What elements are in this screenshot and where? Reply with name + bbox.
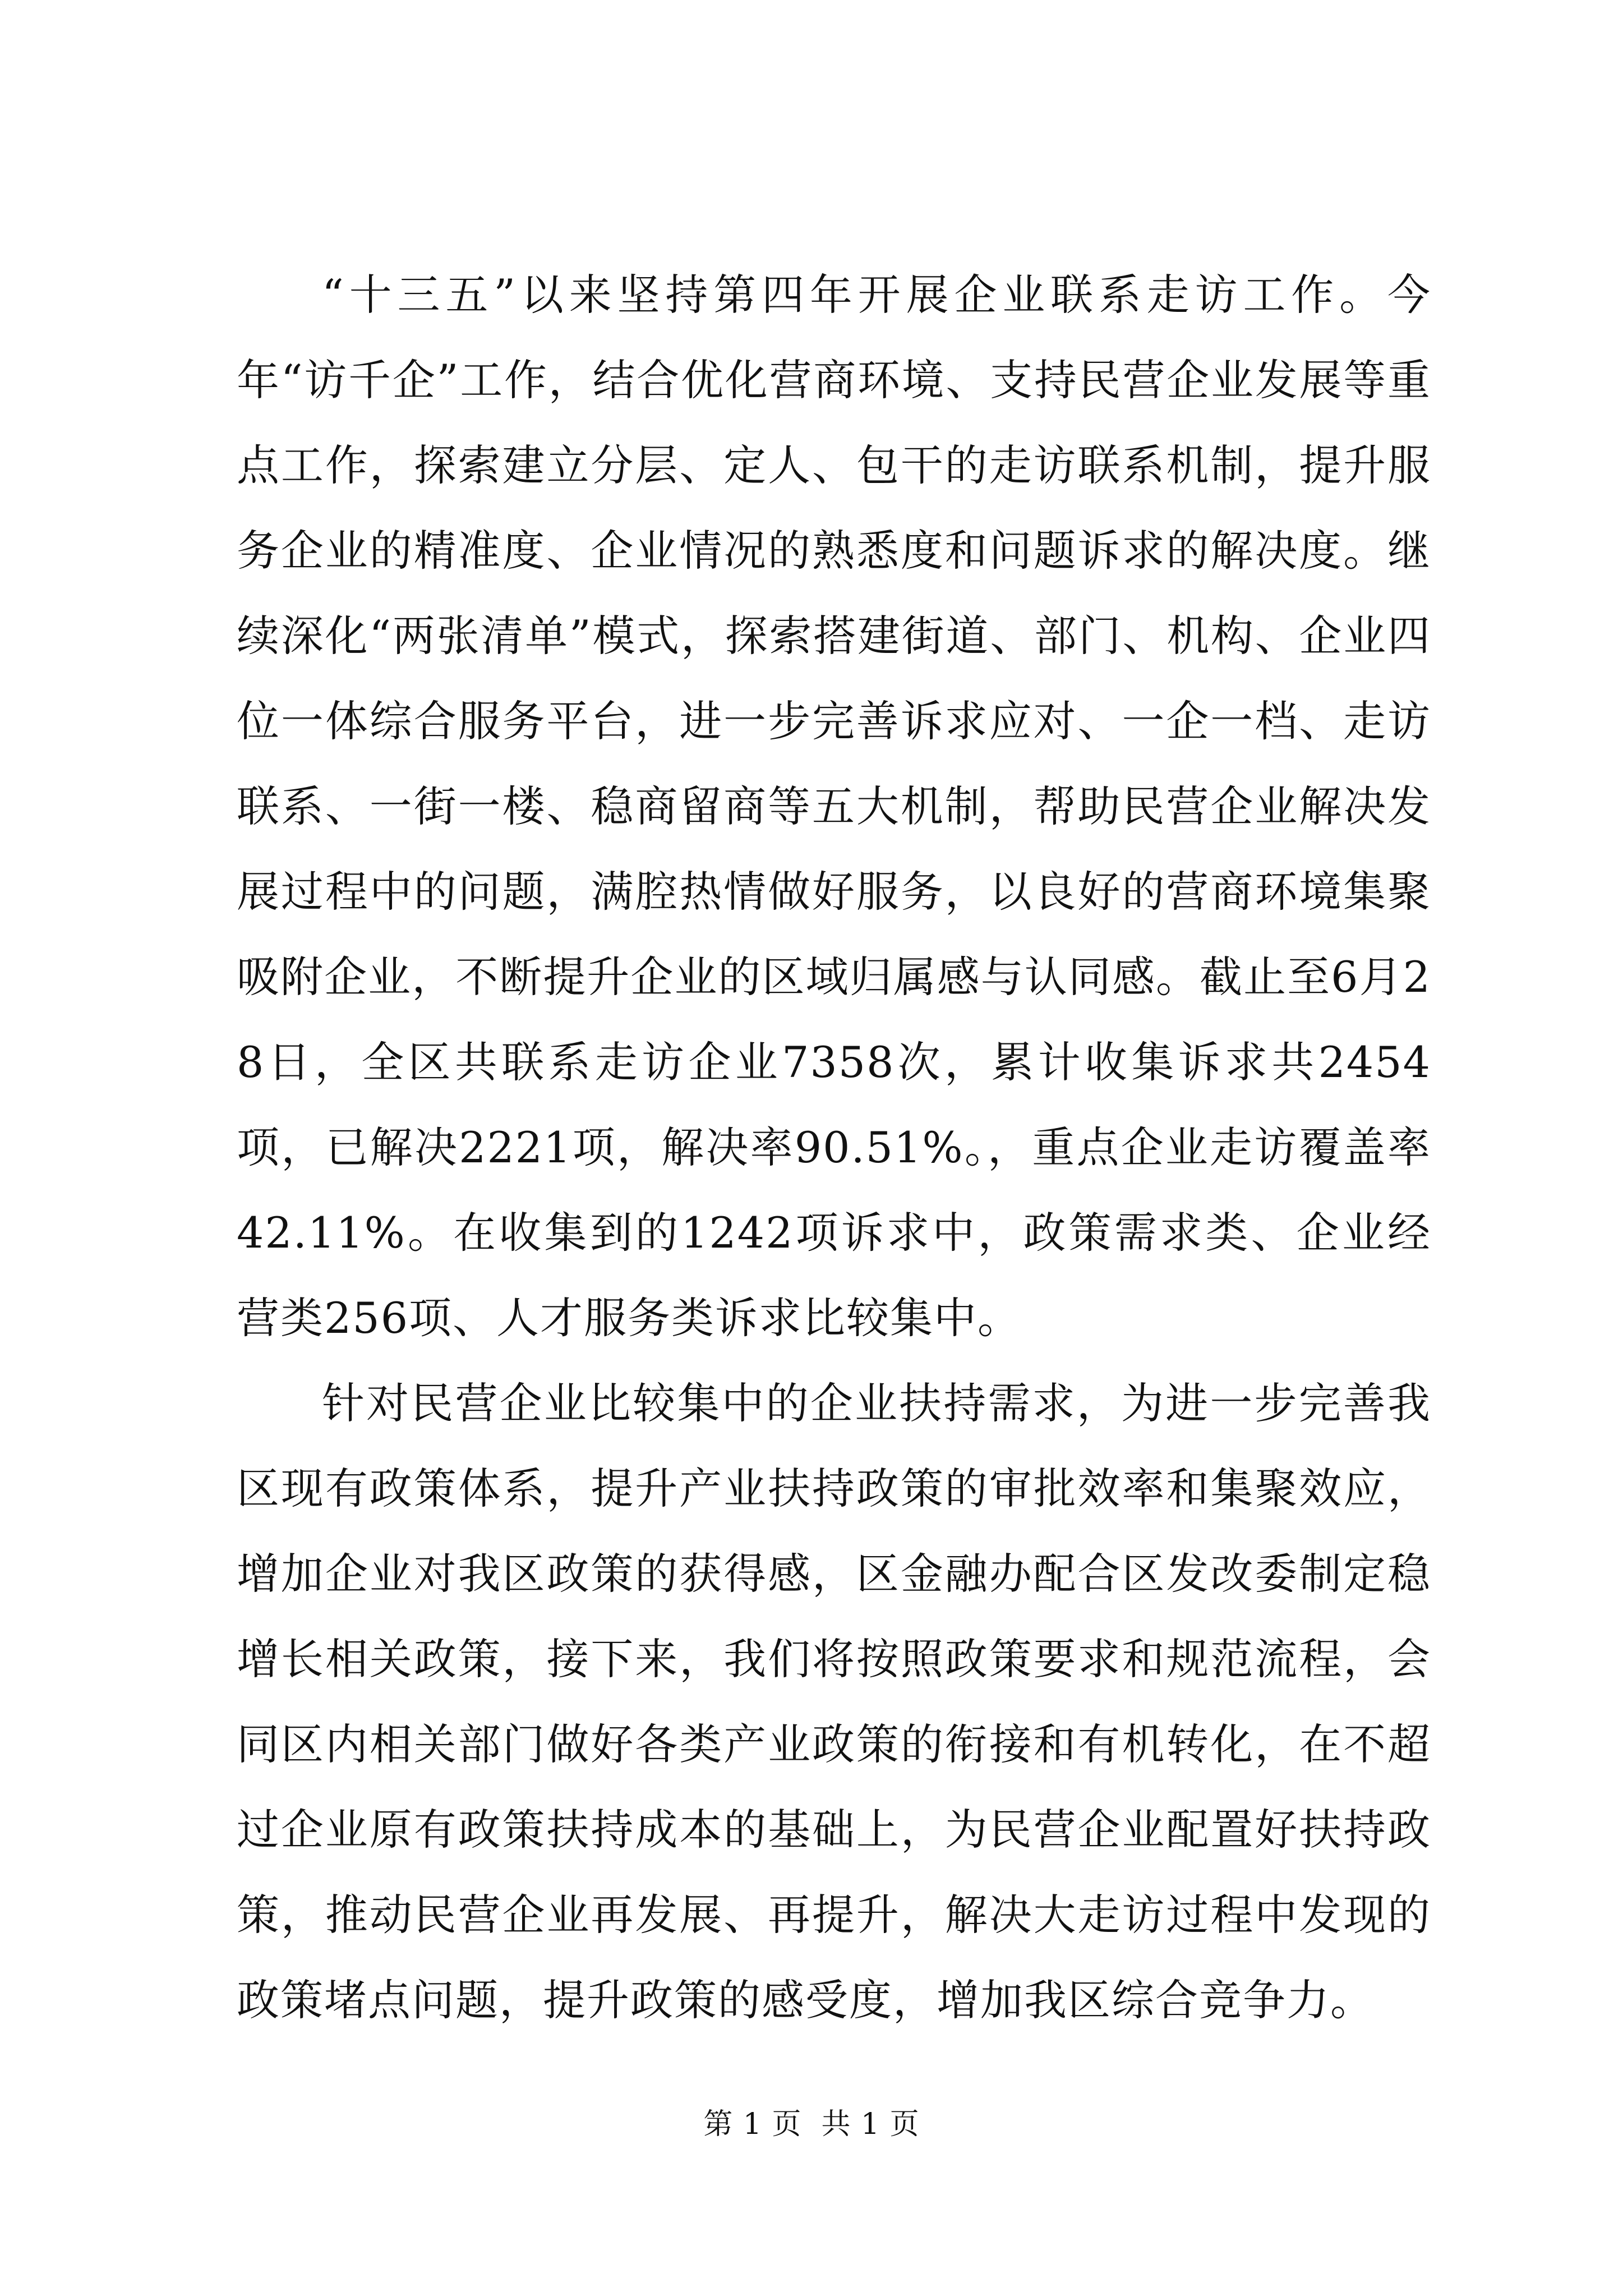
paragraph-visit-work: “十三五”以来坚持第四年开展企业联系走访工作。今年“访千企”工作，结合优化营商环境、支持民营企业发展等重点工作，探索建立分层、定人、包干的走访联系机制，提升服务企业的精准度、企业情况的熟悉度和问题诉求的解决度。继续深化“两张清单”模式，探索搭建街道、部门、机构、企业四位一体综合服务平台，进一步完善诉求应对、一企一档、走访联系、一街一楼、稳商留商等五大机制，帮助民营企业解决发展过程中的问题，满腔热情做好服务，以良好的营商环境集聚吸附企业，不断提升企业的区域归属感与认同感。截止至6月28日，全区共联系走访企业7358次，累计收集诉求共2454项，已解决2221项，解决率90.51%。，重点企业走访覆盖率42.11%。在收集到的1242项诉求中，政策需求类、企业经营类256项、人才服务类诉求比较集中。 [237,270,1431,1343]
page-footer [0,2105,1623,2144]
paragraph-policy-support: 针对民营企业比较集中的企业扶持需求，为进一步完善我区现有政策体系，提升产业扶持政策的审批效率和集聚效应，增加企业对我区政策的获得感，区金融办配合区发改委制定稳增长相关政策，接下来，我们将按照政策要求和规范流程，会同区内相关部门做好各类产业政策的衔接和有机转化，在不超过企业原有政策扶持成本的基础上，为民营企业配置好扶持政策，推动民营企业再发展、再提升，解决大走访过程中发现的政策堵点问题，提升政策的感受度，增加我区综合竞争力。 [237,1378,1431,2025]
document-body [237,252,1431,2043]
page-number-label: 第 1 页 共 1 页 [703,2108,920,2141]
